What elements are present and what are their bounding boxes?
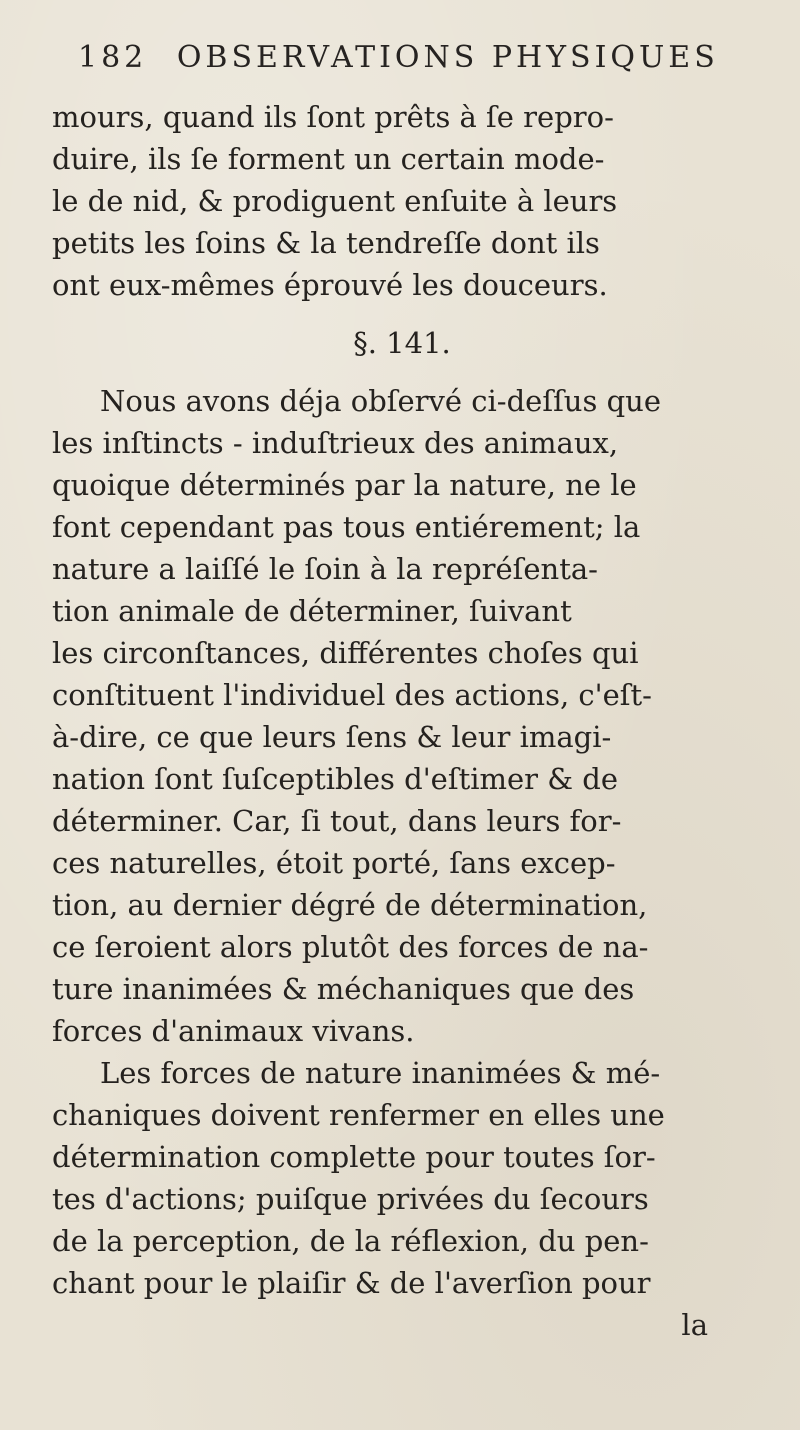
text-line: nature a laiſſé le ſoin à la repréſenta- (52, 552, 598, 586)
text-line: quoique déterminés par la nature, ne le (52, 468, 637, 502)
page-number: 182 (78, 40, 148, 75)
text-line: ce ſeroient alors plutôt des forces de na- (52, 930, 649, 964)
text-line: forces d'animaux vivans. (52, 1014, 415, 1048)
text-line: tion animale de déterminer, ſuivant (52, 594, 572, 628)
text-line: duire, ils ſe forment un certain mode- (52, 142, 605, 176)
text-line: les circonſtances, différentes choſes qui (52, 636, 639, 670)
text-line: de la perception, de la réflexion, du pen- (52, 1224, 649, 1258)
text-line: chant pour le plaiſir & de l'averſion pour (52, 1266, 651, 1300)
text-line: ont eux-mêmes éprouvé les douceurs. (52, 268, 608, 302)
body-text (52, 96, 712, 1346)
text-line: chaniques doivent renfermer en elles une (52, 1098, 665, 1132)
catchword: la (681, 1308, 708, 1342)
text-line: détermination complette pour toutes ſor- (52, 1140, 656, 1174)
text-line: ces naturelles, étoit porté, ſans excep- (52, 846, 616, 880)
text-line: les inſtincts - induſtrieux des animaux, (52, 426, 619, 460)
text-line: tion, au dernier dégré de détermination, (52, 888, 648, 922)
text-line: petits les ſoins & la tendreſſe dont ils (52, 226, 600, 260)
running-title: OBSERVATIONS PHYSIQUES (176, 40, 719, 75)
text-line: déterminer. Car, ſi tout, dans leurs for- (52, 804, 622, 838)
text-line: le de nid, & prodiguent enſuite à leurs (52, 184, 618, 218)
page-header (78, 40, 719, 75)
text-line: conſtituent l'individuel des actions, c'eſt- (52, 678, 652, 712)
section-number: §. 141. (353, 326, 451, 360)
text-line: à-dire, ce que leurs ſens & leur imagi- (52, 720, 612, 754)
text-line: tes d'actions; puiſque privées du ſecours (52, 1182, 649, 1216)
text-line: font cependant pas tous entiérement; la (52, 510, 641, 544)
text-line: ture inanimées & méchaniques que des (52, 972, 635, 1006)
text-line: mours, quand ils ſont prêts à ſe repro- (52, 100, 614, 134)
paragraph-start: Les forces de nature inanimées & mé- (100, 1056, 661, 1090)
paragraph-start: Nous avons déja obſervé ci-deſſus que (100, 384, 661, 418)
text-line: nation ſont ſuſceptibles d'eſtimer & de (52, 762, 618, 796)
